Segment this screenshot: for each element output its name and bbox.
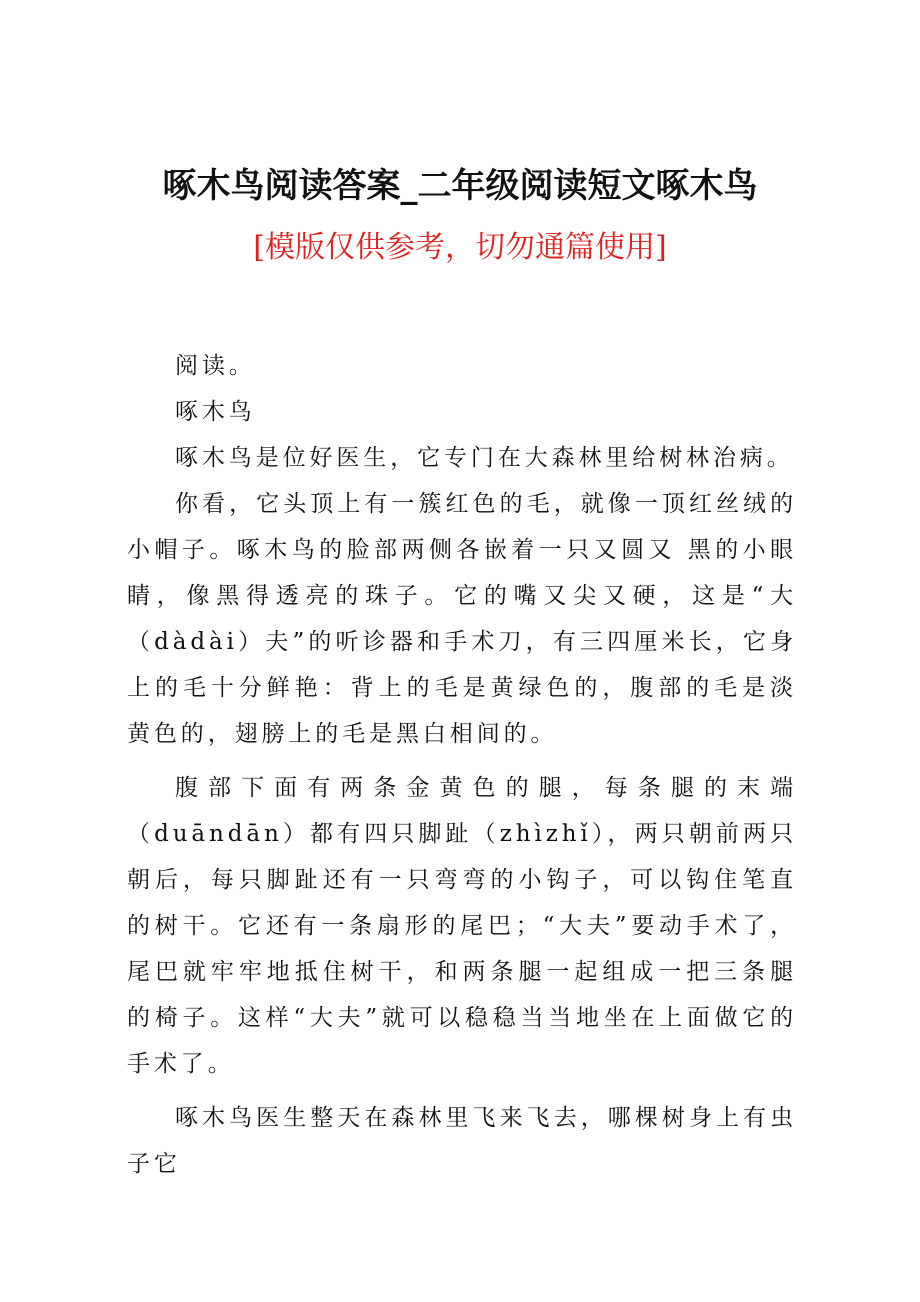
paragraph: 啄木鸟医生整天在森林里飞来飞去，哪棵树身上有虫子它 xyxy=(127,1105,797,1177)
article-body xyxy=(127,343,797,1195)
paragraph: 腹部下面有两条金黄色的腿，每条腿的末端（duāndān）都有四只脚趾（zhìzhǐ），两只朝前两只朝后，每只脚趾还有一只弯弯的小钩子，可以钩住笔直的树干。它还有一条扇形的尾巴；“大夫”要动手术了，尾巴就牢牢地抵住树干，和两条腿一起组成一把三条腿的椅子。这样“大夫”就可以稳稳当当地坐在上面做它的手术了。 xyxy=(127,775,797,1077)
paragraph-instruction: 阅读。 xyxy=(175,353,256,379)
paragraph: 啄木鸟是位好医生，它专门在大森林里给树林治病。 xyxy=(175,445,794,471)
paragraph: 你看，它头顶上有一簇红色的毛，就像一顶红丝绒的小帽子。啄木鸟的脸部两侧各嵌着一只又圆又 黑的小眼睛，像黑得透亮的珠子。它的嘴又尖又硬，这是“大（dàdài）夫”的听诊器和手术刀，有三四厘米长，它身上的毛十分鲜艳：背上的毛是黄绿色的，腹部的毛是淡黄色的，翅膀上的毛是黑白相间的。 xyxy=(127,491,797,747)
template-notice: [模版仅供参考，切勿通篇使用] xyxy=(253,230,667,265)
paragraph-heading: 啄木鸟 xyxy=(175,399,256,425)
document-title: 啄木鸟阅读答案_二年级阅读短文啄木鸟 xyxy=(162,166,758,206)
